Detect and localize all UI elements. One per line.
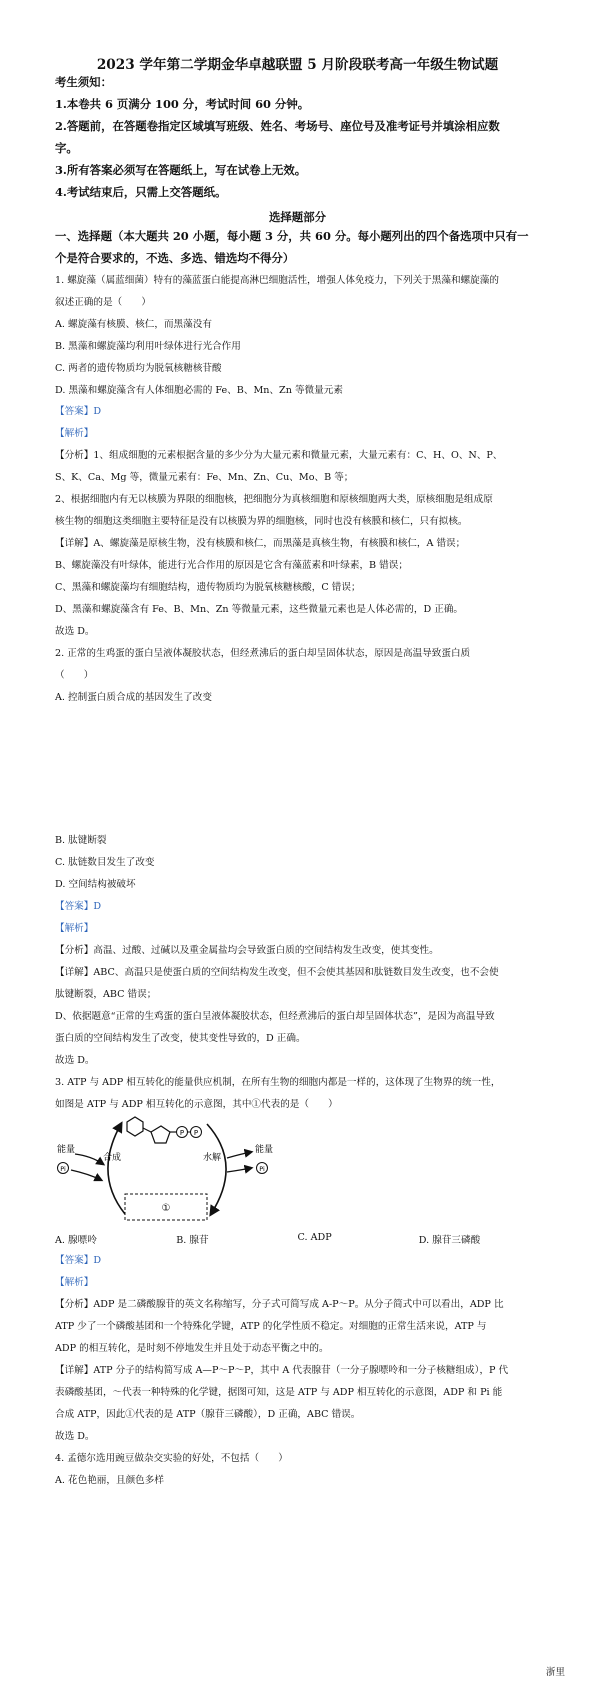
q2-stem: 2. 正常的生鸡蛋的蛋白呈液体凝胶状态，但经煮沸后的蛋白却呈固体状态，原因是高温导致蛋白质 (55, 648, 471, 659)
q1-analysis-line: 故选 D。 (55, 626, 95, 637)
q2-analysis-line: 蛋白质的空间结构发生了改变，使其变性导致的，D 正确。 (55, 1033, 306, 1044)
q2-option: C. 肽链数目发生了改变 (55, 857, 155, 868)
section-intro: 一、选择题（本大题共 20 小题，每小题 3 分，共 60 分。每小题列出的四个备选项中只有一 (55, 229, 529, 243)
pi-left-label: Pi (60, 1165, 66, 1173)
q1-analysis-line: 【分析】1、组成细胞的元素根据含量的多少分为大量元素和微量元素，大量元素有：C、H、O、N、P、 (55, 450, 503, 461)
q3-analysis-line: 故选 D。 (55, 1431, 95, 1442)
q1-answer: 【答案】D (55, 406, 102, 417)
q2-analysis-line: 【分析】高温、过酸、过碱以及重金属盐均会导致蛋白质的空间结构发生改变，使其变性。 (55, 945, 439, 956)
q3-answer: 【答案】D (55, 1255, 102, 1266)
atp-adp-diagram (55, 1114, 285, 1224)
pi-out-arrow (227, 1168, 251, 1172)
q3-stem: 如图是 ATP 与 ADP 相互转化的示意图，其中①代表的是（ ） (55, 1099, 338, 1110)
notice-item: 1.本卷共 6 页满分 100 分，考试时间 60 分钟。 (55, 97, 310, 111)
q2-analysis-line: 故选 D。 (55, 1055, 95, 1066)
synthesis-arrow (108, 1124, 125, 1214)
q2-analysis-line: D、依据题意“正常的生鸡蛋的蛋白呈液体凝胶状态，但经煮沸后的蛋白却呈固体状态”，是因为高温导致 (55, 1011, 495, 1022)
section-intro: 个是符合要求的，不选、多选、错选均不得分） (55, 251, 295, 265)
q1-analysis-line: B、螺旋藻没有叶绿体，能进行光合作用的原因是它含有藻蓝素和叶绿素，B 错误； (55, 560, 408, 571)
q3-option: D. 腺苷三磷酸 (418, 1235, 481, 1246)
q2-analysis-line: 【详解】ABC、高温只是使蛋白质的空间结构发生改变，但不会使其基因和肽链数目发生改变，也不会使 (55, 967, 499, 978)
q1-option: C. 两者的遗传物质均为脱氧核糖核苷酸 (55, 363, 222, 374)
q1-option: A. 螺旋藻有核膜、核仁，而黑藻没有 (55, 319, 212, 330)
notice-item: 4.考试结束后，只需上交答题纸。 (55, 185, 227, 199)
q3-analysis-line: ATP 少了一个磷酸基团和一个特殊化学键，ATP 的化学性质不稳定。对细胞的正常生活来说，ATP 与 (55, 1321, 487, 1332)
q3-analysis-line: 表磷酸基团，～代表一种特殊的化学键，据图可知，这是 ATP 与 ADP 相互转化的示意图，ADP 和 Pi 能 (55, 1387, 503, 1398)
q1-analysis-line: 【详解】A、螺旋藻是原核生物，没有核膜和核仁，而黑藻是真核生物，有核膜和核仁，A 错误； (55, 538, 466, 549)
adenine-ring (127, 1117, 143, 1136)
q1-stem: 叙述正确的是（ ） (55, 297, 151, 308)
ribose-ring (151, 1126, 170, 1143)
q3-analysis-line: 【分析】ADP 是二磷酸腺苷的英文名称缩写，分子式可简写成 A-P～P。从分子简式中可以看出，ADP 比 (55, 1299, 504, 1310)
q1-option: D. 黑藻和螺旋藻含有人体细胞必需的 Fe、B、Mn、Zn 等微量元素 (55, 385, 343, 396)
q2-option: A. 控制蛋白质合成的基因发生了改变 (55, 692, 212, 703)
notice-item: 字。 (55, 141, 78, 155)
unknown-box-label: ① (161, 1203, 171, 1214)
pi-in-arrow (71, 1170, 101, 1180)
q1-analysis-line: C、黑藻和螺旋藻均有细胞结构，遗传物质均为脱氧核糖核酸，C 错误； (55, 582, 361, 593)
section-title: 选择题部分 (269, 210, 326, 224)
q1-analysis-line: 核生物的细胞这类细胞主要特征是没有以核膜为界的细胞核，同时也没有核膜和核仁，只有拟核。 (55, 516, 468, 527)
q4-stem: 4. 孟德尔选用豌豆做杂交实验的好处，不包括（ ） (55, 1453, 288, 1464)
q3-analysis-line: 【详解】ATP 分子的结构简写成 A—P～P～P，其中 A 代表腺苷（一分子腺嘌呤和一分子核糖组成），P 代 (55, 1365, 509, 1376)
q1-analysis-line: 2、根据细胞内有无以核膜为界限的细胞核，把细胞分为真核细胞和原核细胞两大类，原核细胞是组成原 (55, 494, 493, 505)
q1-option: B. 黑藻和螺旋藻均利用叶绿体进行光合作用 (55, 341, 241, 352)
synthesis-label: 合成 (103, 1153, 122, 1163)
q3-analysis-line: ADP 的相互转化，是时刻不停地发生并且处于动态平衡之中的。 (55, 1343, 329, 1354)
footer-mark: 浙里 (545, 1667, 565, 1678)
notice-item: 2.答题前，在答题卷指定区域填写班级、姓名、考场号、座位号及准考证号并填涂相应数 (55, 119, 500, 133)
q3-analysis-label: 【解析】 (55, 1277, 94, 1288)
hydrolysis-label: 水解 (203, 1153, 222, 1163)
q3-options (55, 1232, 540, 1246)
q3-option: C. ADP (297, 1232, 332, 1243)
q3-analysis-line: 合成 ATP，因此①代表的是 ATP（腺苷三磷酸），D 正确，ABC 错误。 (55, 1409, 361, 1420)
q2-stem: （ ） (55, 670, 94, 681)
q2-analysis-line: 肽键断裂，ABC 错误； (55, 989, 157, 1000)
phosphate-label: P (179, 1129, 185, 1137)
energy-right-label: 能量 (255, 1145, 274, 1155)
q2-analysis-label: 【解析】 (55, 923, 94, 934)
exam-title: 2023 学年第二学期金华卓越联盟 5 月阶段联考高一年级生物试题 (96, 57, 499, 73)
q1-analysis-label: 【解析】 (55, 428, 94, 439)
pi-right-label: Pi (259, 1165, 265, 1173)
q1-stem: 1. 螺旋藻（属蓝细菌）特有的藻蓝蛋白能提高淋巴细胞活性，增强人体免疫力，下列关于黑藻和螺旋藻的 (55, 275, 499, 286)
notice-item: 3.所有答案必须写在答题纸上，写在试卷上无效。 (55, 163, 307, 177)
q1-analysis-line: D、黑藻和螺旋藻含有 Fe、B、Mn、Zn 等微量元素，这些微量元素也是人体必需的，D 正确。 (55, 604, 464, 615)
q3-option: B. 腺苷 (176, 1235, 209, 1246)
energy-in-arrow (75, 1154, 103, 1164)
phosphate-label: P (193, 1129, 199, 1137)
q2-answer: 【答案】D (55, 901, 102, 912)
energy-out-arrow (227, 1152, 251, 1158)
q2-option: B. 肽键断裂 (55, 835, 107, 846)
q3-option: A. 腺嘌呤 (55, 1235, 97, 1246)
q2-option: D. 空间结构被破坏 (55, 879, 136, 890)
hydrolysis-arrow (207, 1124, 226, 1214)
q3-stem: 3. ATP 与 ADP 相互转化的能量供应机制，在所有生物的细胞内都是一样的，这体现了生物界的统一性， (55, 1077, 501, 1088)
notice-heading: 考生须知： (55, 75, 112, 89)
q4-option: A. 花色艳丽，且颜色多样 (55, 1475, 164, 1486)
q1-analysis-line: S、K、Ca、Mg 等，微量元素有：Fe、Mn、Zn、Cu、Mo、B 等； (55, 472, 354, 483)
energy-left-label: 能量 (57, 1145, 76, 1155)
